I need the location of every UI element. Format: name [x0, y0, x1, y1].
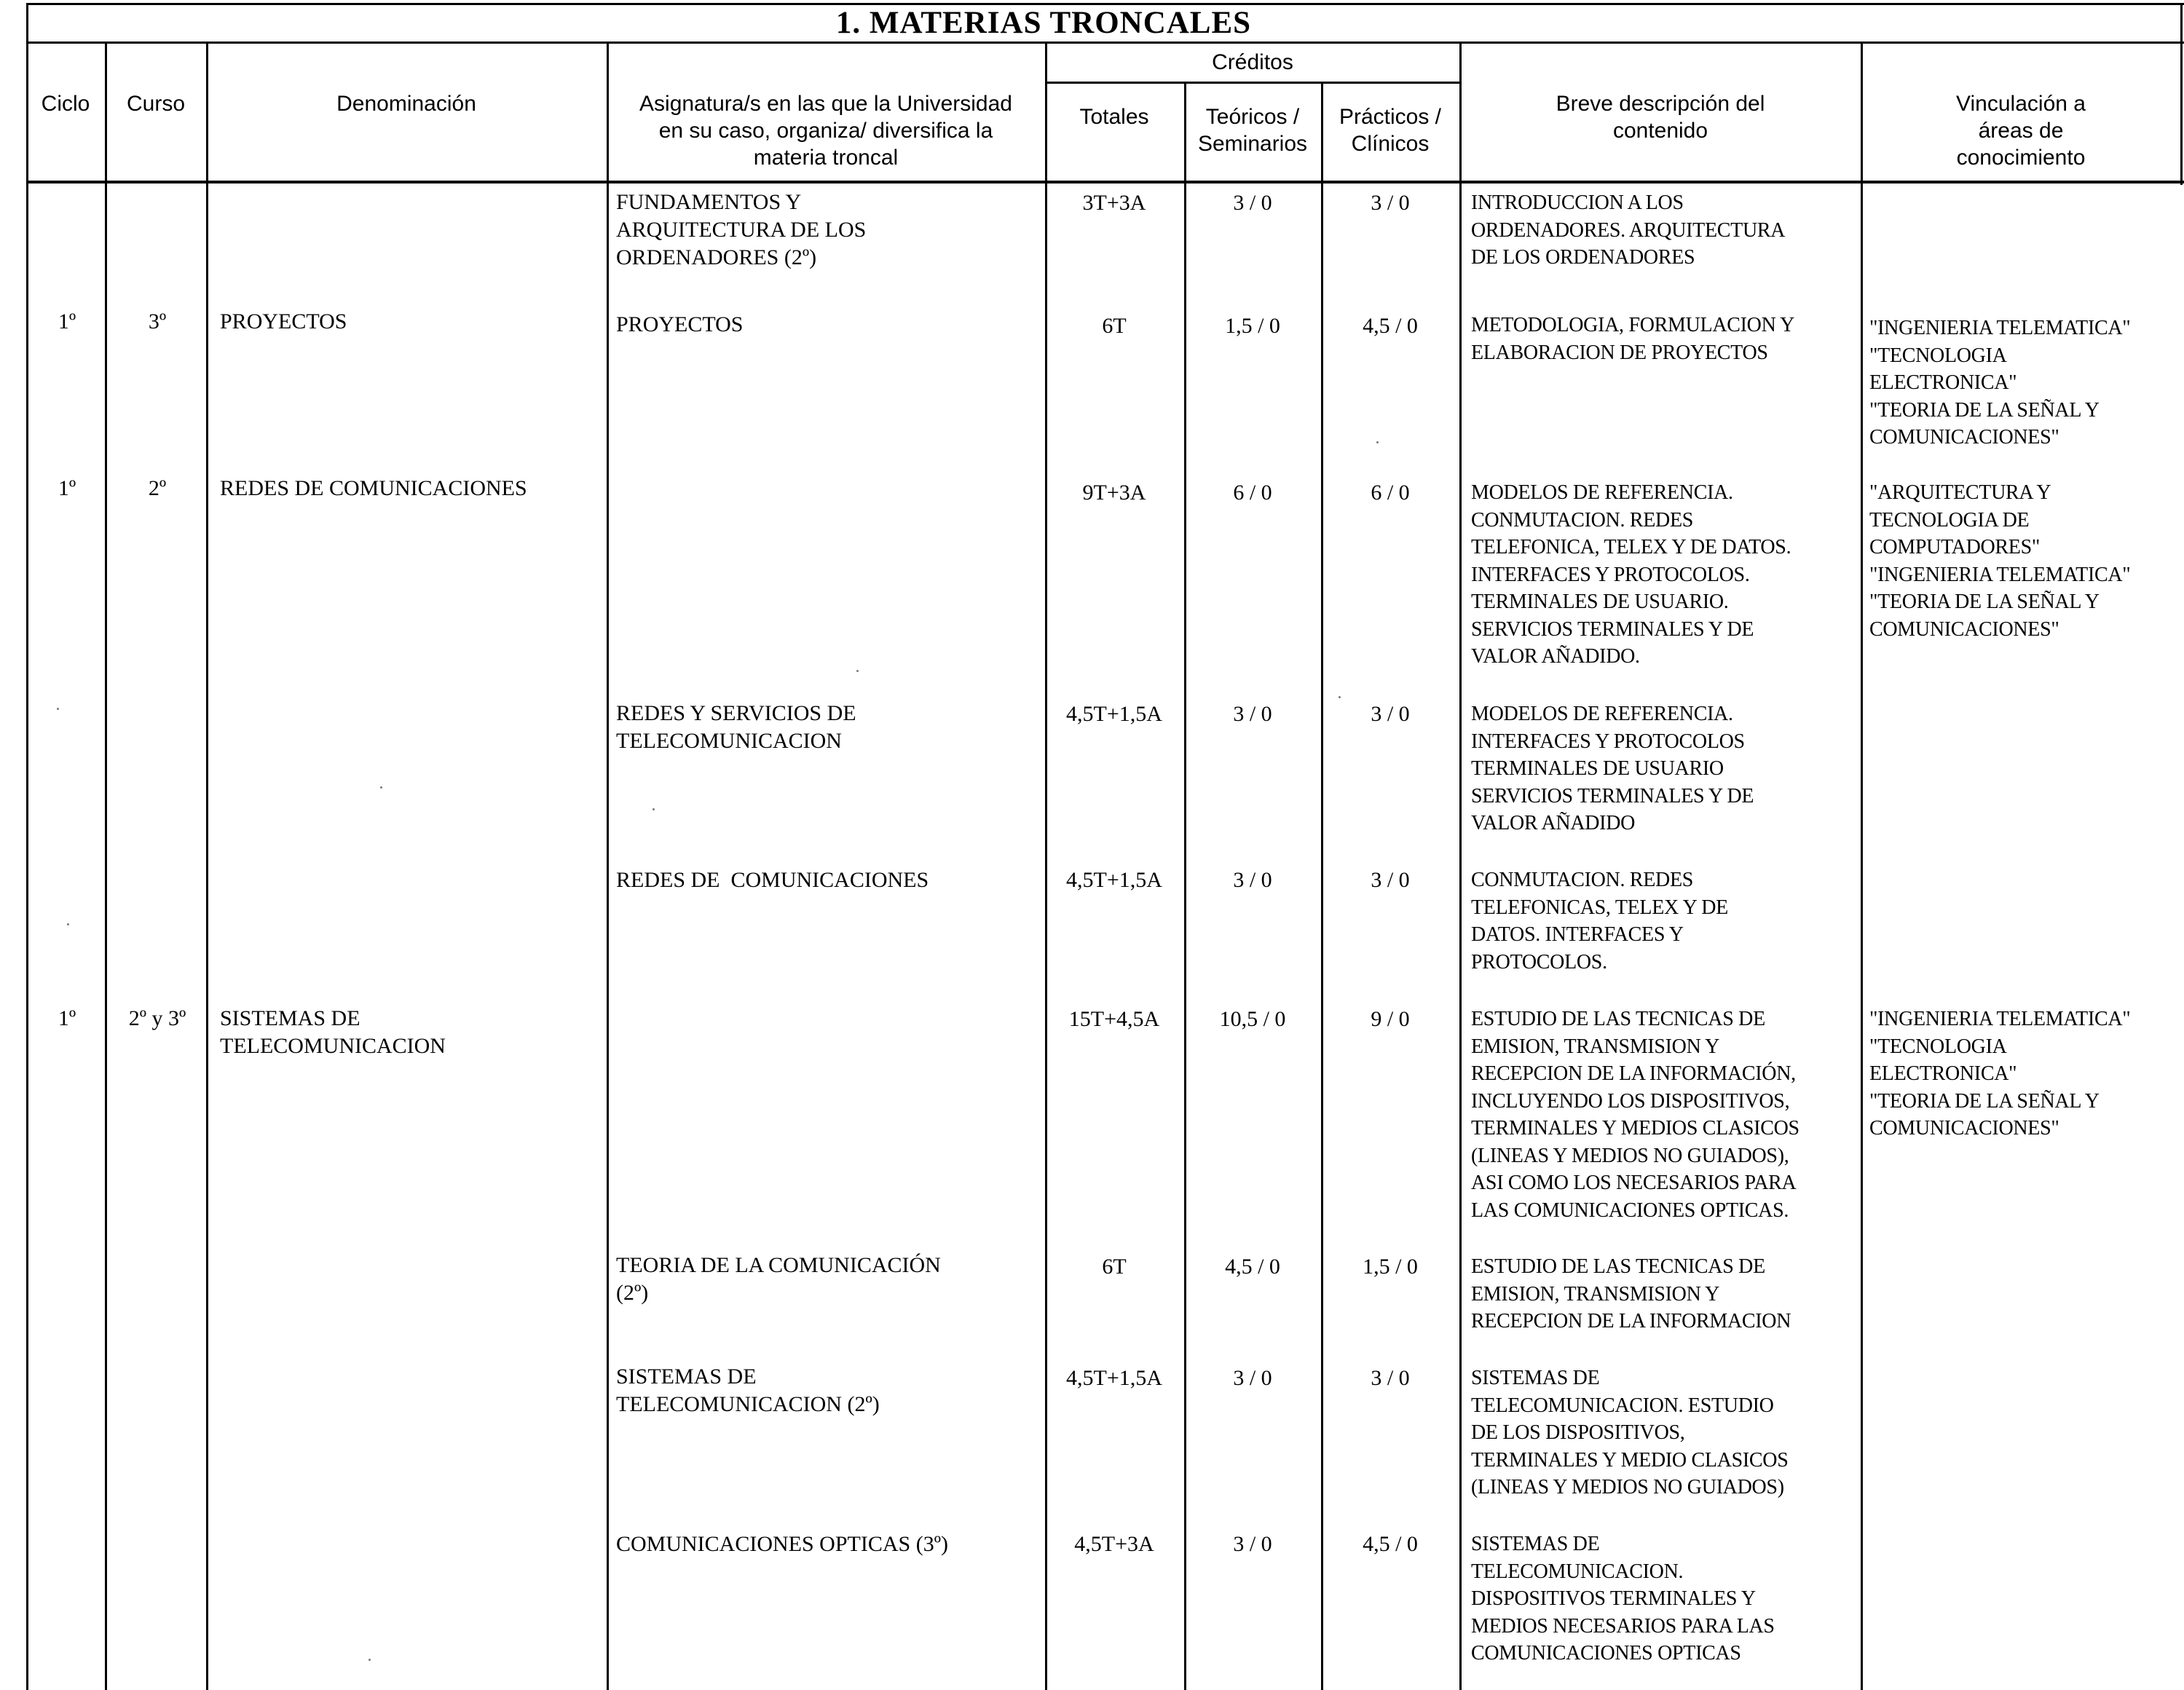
row-3-practicos: 3 / 0 [1371, 702, 1410, 726]
row-1-denominacion: PROYECTOS [220, 309, 347, 333]
col-divider-ciclo [105, 42, 107, 1690]
header-denominacion: Denominación [336, 92, 476, 116]
row-0-totales: 3T+3A [1082, 191, 1146, 215]
row-8-practicos: 4,5 / 0 [1363, 1532, 1418, 1556]
row-4-practicos: 3 / 0 [1371, 868, 1410, 892]
row-5-teoricos: 10,5 / 0 [1219, 1007, 1286, 1031]
row-1-curso: 3º [148, 309, 167, 333]
row-0-descripcion: INTRODUCCION A LOS ORDENADORES. ARQUITECTURA DE LOS ORDENADORES [1471, 191, 1786, 269]
row-0-teoricos: 3 / 0 [1233, 191, 1272, 215]
row-4-totales: 4,5T+1,5A [1066, 868, 1162, 892]
col-divider-creditos [1459, 42, 1462, 1690]
row-8-descripcion: SISTEMAS DE TELECOMUNICACION. DISPOSITIVOS TERMINALES Y MEDIOS NECESARIOS PARA LAS COMUNICACIONES OPTICAS [1471, 1533, 1775, 1665]
row-1-totales: 6T [1102, 314, 1127, 338]
row-8-totales: 4,5T+3A [1074, 1532, 1154, 1556]
row-5-vinculacion: "INGENIERIA TELEMATICA" "TECNOLOGIA ELECTRONICA" "TEORIA DE LA SEÑAL Y COMUNICACIONES" [1869, 1008, 2131, 1140]
row-7-asignatura: SISTEMAS DE TELECOMUNICACION (2º) [616, 1365, 880, 1416]
row-6-teoricos: 4,5 / 0 [1225, 1255, 1280, 1279]
header-asignatura: Asignatura/s en las que la Universidad en su caso, organiza/ diversifica la materia troncal [639, 92, 1012, 170]
scan-speck [368, 1659, 371, 1661]
header-totales: Totales [1079, 105, 1149, 129]
row-2-vinculacion: "ARQUITECTURA Y TECNOLOGIA DE COMPUTADORES" "INGENIERIA TELEMATICA" "TEORIA DE LA SEÑAL Y COMUNICACIONES" [1869, 481, 2131, 641]
row-6-practicos: 1,5 / 0 [1363, 1255, 1418, 1279]
row-7-teoricos: 3 / 0 [1233, 1366, 1272, 1390]
row-3-descripcion: MODELOS DE REFERENCIA. INTERFACES Y PROTOCOLOS TERMINALES DE USUARIO SERVICIOS TERMINALES Y DE VALOR AÑADIDO [1471, 703, 1754, 834]
row-5-denominacion: SISTEMAS DE TELECOMUNICACION [220, 1006, 446, 1058]
scan-speck [57, 708, 59, 710]
row-3-totales: 4,5T+1,5A [1066, 702, 1162, 726]
row-2-teoricos: 6 / 0 [1233, 481, 1272, 505]
col-divider-descripcion [1861, 42, 1863, 1690]
header-teoricos: Teóricos / Seminarios [1197, 105, 1308, 156]
row-1-ciclo: 1º [58, 309, 76, 333]
header-practicos: Prácticos / Clínicos [1339, 105, 1442, 156]
row-6-asignatura: TEORIA DE LA COMUNICACIÓN (2º) [616, 1253, 941, 1305]
table-top-border [26, 3, 2184, 5]
row-5-ciclo: 1º [58, 1006, 76, 1030]
row-5-descripcion: ESTUDIO DE LAS TECNICAS DE EMISION, TRANSMISION Y RECEPCION DE LA INFORMACIÓN, INCLUYENDO LOS DISPOSITIVOS, TERMINALES Y MEDIOS CLASICOS (LINEAS Y MEDIOS NO GUIADOS), ASI COMO LOS NECESARIOS PARA LAS COMUNICACIONES OPTICAS. [1471, 1008, 1799, 1222]
row-1-vinculacion: "INGENIERIA TELEMATICA" "TECNOLOGIA ELECTRONICA" "TEORIA DE LA SEÑAL Y COMUNICACIONES" [1869, 317, 2131, 449]
scan-speck [1339, 696, 1341, 698]
section-title: 1. MATERIAS TRONCALES [835, 6, 1252, 40]
row-8-teoricos: 3 / 0 [1233, 1532, 1272, 1556]
header-ciclo: Ciclo [41, 92, 90, 116]
row-6-descripcion: ESTUDIO DE LAS TECNICAS DE EMISION, TRANSMISION Y RECEPCION DE LA INFORMACION [1471, 1255, 1791, 1332]
row-5-practicos: 9 / 0 [1371, 1007, 1410, 1031]
header-vinculacion: Vinculación a áreas de conocimiento [1956, 92, 2086, 170]
row-1-teoricos: 1,5 / 0 [1225, 314, 1280, 338]
scan-speck [67, 923, 69, 925]
header-descripcion: Breve descripción del contenido [1556, 92, 1765, 143]
row-4-asignatura: REDES DE COMUNICACIONES [616, 868, 929, 892]
row-5-curso: 2º y 3º [128, 1006, 186, 1030]
scan-speck [380, 786, 382, 789]
col-divider-teoricos [1321, 83, 1323, 1690]
row-7-descripcion: SISTEMAS DE TELECOMUNICACION. ESTUDIO DE LOS DISPOSITIVOS, TERMINALES Y MEDIO CLASICOS (LINEAS Y MEDIOS NO GUIADOS) [1471, 1367, 1789, 1499]
row-7-totales: 4,5T+1,5A [1066, 1366, 1162, 1390]
row-7-practicos: 3 / 0 [1371, 1366, 1410, 1390]
row-2-ciclo: 1º [58, 476, 76, 500]
row-2-descripcion: MODELOS DE REFERENCIA. CONMUTACION. REDES TELEFONICA, TELEX Y DE DATOS. INTERFACES Y PROTOCOLOS. TERMINALES DE USUARIO. SERVICIOS TERMINALES Y DE VALOR AÑADIDO. [1471, 481, 1791, 668]
row-1-practicos: 4,5 / 0 [1363, 314, 1418, 338]
row-1-descripcion: METODOLOGIA, FORMULACION Y ELABORACION DE PROYECTOS [1471, 314, 1795, 364]
scan-speck [653, 808, 655, 810]
scan-speck [856, 670, 859, 672]
table-left-border [26, 3, 28, 1690]
col-divider-asignatura [1045, 42, 1047, 1690]
row-4-descripcion: CONMUTACION. REDES TELEFONICAS, TELEX Y DE DATOS. INTERFACES Y PROTOCOLOS. [1471, 869, 1728, 974]
row-4-teoricos: 3 / 0 [1233, 868, 1272, 892]
row-8-asignatura: COMUNICACIONES OPTICAS (3º) [616, 1532, 948, 1556]
row-2-totales: 9T+3A [1082, 481, 1146, 505]
row-2-practicos: 6 / 0 [1371, 481, 1410, 505]
header-creditos: Créditos [1212, 50, 1293, 74]
row-1-asignatura: PROYECTOS [616, 312, 744, 336]
row-3-asignatura: REDES Y SERVICIOS DE TELECOMUNICACION [616, 701, 856, 753]
creditos-rule [1046, 82, 1459, 84]
row-0-practicos: 3 / 0 [1371, 191, 1410, 215]
col-divider-totales [1184, 83, 1186, 1690]
header-curso: Curso [126, 92, 186, 116]
row-2-denominacion: REDES DE COMUNICACIONES [220, 476, 527, 500]
col-divider-curso [206, 42, 208, 1690]
row-5-totales: 15T+4,5A [1068, 1007, 1160, 1031]
col-divider-denominacion [607, 42, 609, 1690]
row-6-totales: 6T [1102, 1255, 1127, 1279]
row-2-curso: 2º [148, 476, 167, 500]
row-0-asignatura: FUNDAMENTOS Y ARQUITECTURA DE LOS ORDENADORES (2º) [616, 190, 867, 269]
scan-speck [1376, 441, 1379, 443]
row-3-teoricos: 3 / 0 [1233, 702, 1272, 726]
table-right-border [2180, 3, 2183, 185]
